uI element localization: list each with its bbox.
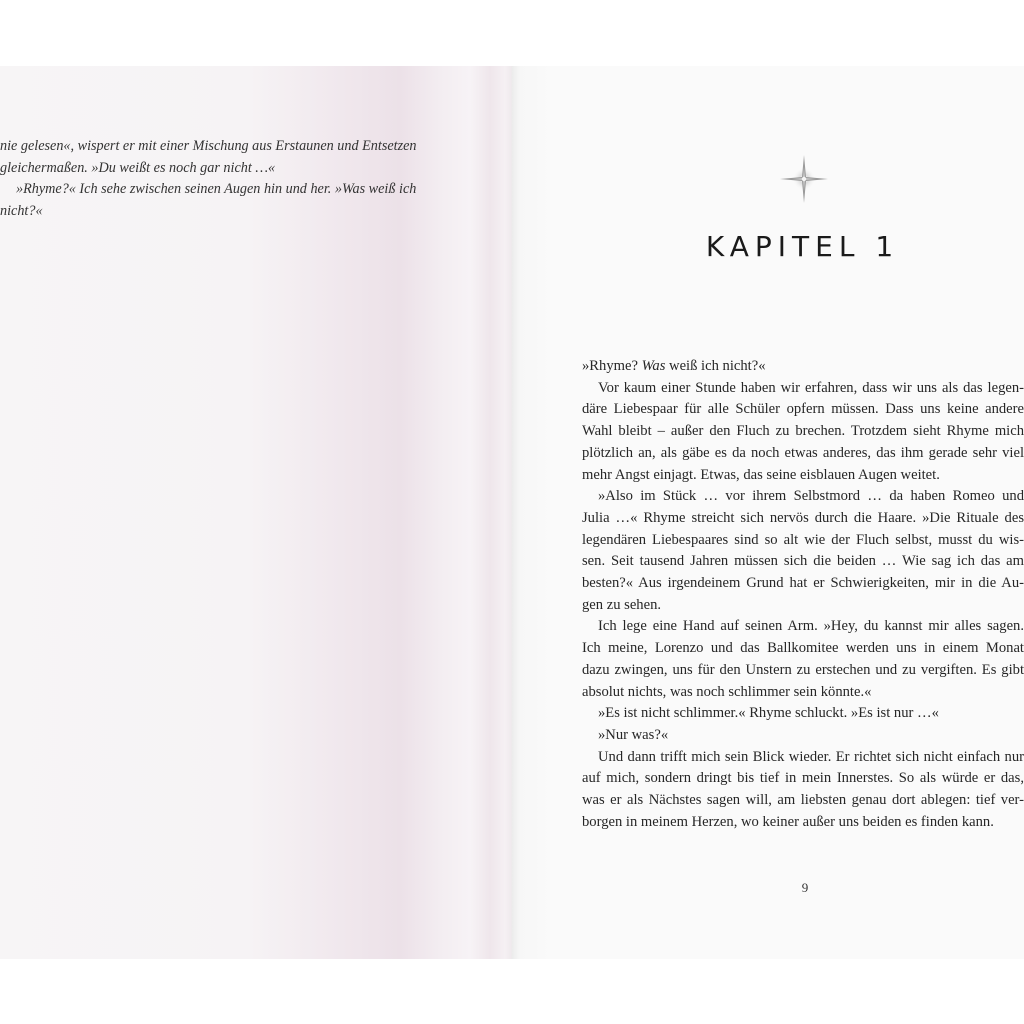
star-ornament-icon [778,153,830,205]
body-line: »Rhyme? Was weiß ich nicht?« [582,358,766,374]
body-line: däre Liebespaar für alle Schüler opfern müssen. Dass uns keine andere [582,401,1024,418]
body-line: gen zu sehen. [582,596,662,613]
chapter-body-text [582,356,1024,833]
body-line: dazu zwingen, uns für den Unstern zu erstechen und zu vergiften. Es gibt [582,661,1024,678]
left-line: »Rhyme?« Ich sehe zwischen seinen Augen hin und her. »Was weiß ich [16,181,417,197]
chapter-title: KAPITEL 1 [705,230,900,263]
body-line: Julia …« Rhyme streicht sich nervös durch die Haare. »Die Rituale des [582,509,1024,526]
body-line: Und dann trifft mich sein Blick wieder. Er richtet sich nicht einfach nur [598,748,1024,765]
left-page [0,66,512,959]
left-line: gleichermaßen. »Du weißt es noch gar nicht …« [0,159,276,176]
page-number: 9 [801,880,809,895]
body-line: mehr Angst einjagt. Etwas, das seine eisblauen Augen weitet. [582,466,940,483]
body-line: Ich lege eine Hand auf seinen Arm. »Hey, du kannst mir alles sagen. [598,618,1024,635]
body-line: Wahl bleibt – außer den Fluch zu brechen. Trotzdem sieht Rhyme mich [582,423,1024,440]
body-line: »Nur was?« [598,726,669,743]
left-line: nie gelesen«, wispert er mit einer Mischung aus Erstaunen und Entsetzen [0,138,417,154]
body-line: was er als Nächstes sagen will, am liebsten genau dort ablegen: tief ver- [582,792,1024,809]
body-line: sen. Seit tausend Jahren müssen sich die beiden … Wie sag ich das am [582,553,1024,570]
body-line: legendären Liebespaares sind so alt wie der Fluch selbst, musst du wis- [582,531,1024,548]
body-line: »Also im Stück … vor ihrem Selbstmord … da haben Romeo und [598,488,1024,505]
left-page-text [0,136,460,222]
body-line: Vor kaum einer Stunde haben wir erfahren, dass wir uns als das legen- [598,379,1024,396]
body-line: auf mich, sondern dringt bis tief in mein Innerstes. So als würde er das, [582,770,1024,787]
body-line: besten?« Aus irgendeinem Grund hat er Schwierigkeiten, mir in die Au- [582,575,1024,592]
body-line: absolut nichts, was noch schlimmer sein könnte.« [582,683,872,700]
body-line: plötzlich an, als gäbe es da noch etwas anderes, das ihm gerade sehr viel [582,444,1024,461]
body-line: Ich meine, Lorenzo und das Ballkomitee werden uns in einem Monat [582,640,1024,657]
left-line: nicht?« [0,202,43,219]
body-line: borgen in meinem Herzen, wo keiner außer uns beiden es finden kann. [582,813,994,830]
body-line: »Es ist nicht schlimmer.« Rhyme schluckt. »Es ist nur …« [598,705,939,722]
